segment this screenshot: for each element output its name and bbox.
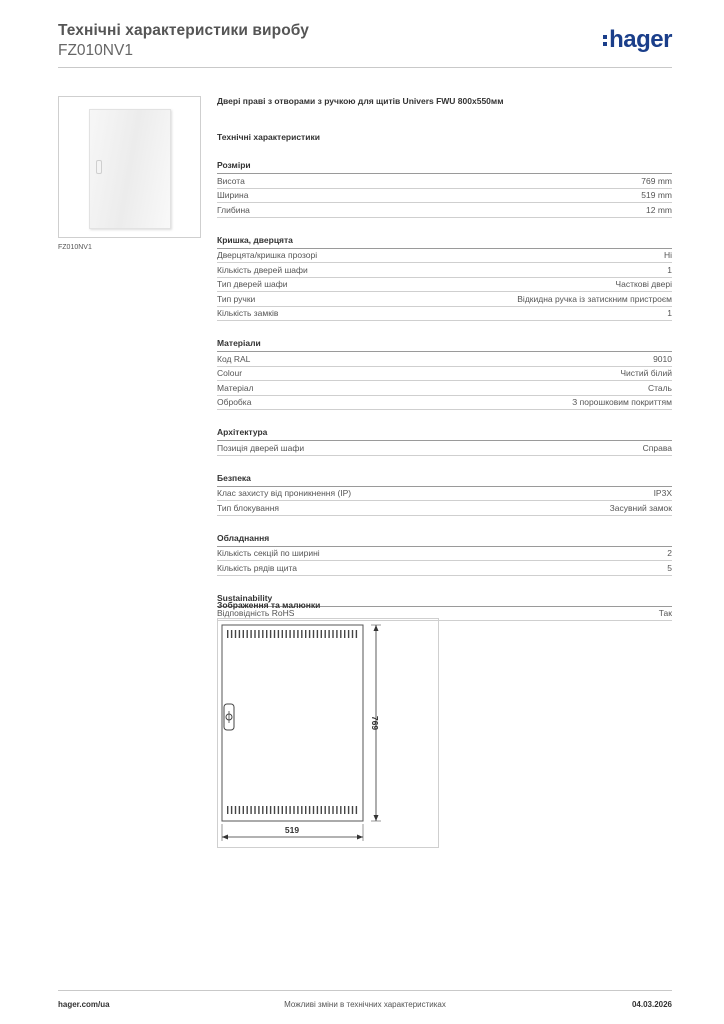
vent-slot <box>301 630 302 638</box>
spec-row <box>217 441 672 456</box>
vent-slot <box>243 806 244 814</box>
vent-slot <box>309 630 310 638</box>
vent-slot <box>262 630 263 638</box>
spec-value: 5 <box>667 562 672 573</box>
spec-label: Кількість замків <box>217 308 279 319</box>
spec-section <box>217 473 672 516</box>
spec-row <box>217 307 672 322</box>
spec-label: Кількість дверей шафи <box>217 264 308 275</box>
section-title: Sustainability <box>217 593 672 607</box>
vent-slot <box>278 806 279 814</box>
spec-value: 2 <box>667 548 672 559</box>
spec-row <box>217 396 672 411</box>
spec-label: Код RAL <box>217 353 251 364</box>
spec-label: Кількість секцій по ширині <box>217 548 320 559</box>
vent-slot <box>250 630 251 638</box>
height-label: 769 <box>370 715 380 731</box>
vent-slot <box>297 630 298 638</box>
vent-slot <box>344 806 345 814</box>
footer-website[interactable]: hager.com/ua <box>58 1000 110 1009</box>
vent-slot <box>289 806 290 814</box>
vent-slot <box>274 630 275 638</box>
product-name: Двері праві з отворами з ручкою для щитів Univers FWU 800x550мм <box>217 96 504 106</box>
spec-value: Справа <box>642 442 672 453</box>
spec-label: Клас захисту від проникнення (IP) <box>217 488 352 499</box>
vent-slot <box>325 630 326 638</box>
vent-slot <box>289 630 290 638</box>
vent-slot <box>258 806 259 814</box>
vent-slot <box>227 806 228 814</box>
spec-value: Часткові двері <box>615 279 672 290</box>
vent-slot <box>250 806 251 814</box>
arrow-down-icon <box>374 815 379 821</box>
spec-label: Висота <box>217 175 245 186</box>
spec-label: Дверцята/кришка прозорі <box>217 250 318 261</box>
spec-row <box>217 203 672 218</box>
spec-value: 769 mm <box>641 175 672 186</box>
vent-slot <box>340 806 341 814</box>
spec-row <box>217 352 672 367</box>
vent-slot <box>270 630 271 638</box>
spec-row <box>217 501 672 516</box>
spec-value: 12 mm <box>646 204 672 215</box>
vent-slot <box>356 630 357 638</box>
vent-slot <box>262 806 263 814</box>
spec-row <box>217 547 672 562</box>
spec-row <box>217 263 672 278</box>
section-title: Архітектура <box>217 427 672 441</box>
vent-slot <box>254 806 255 814</box>
vent-slot <box>313 806 314 814</box>
vent-slot <box>301 806 302 814</box>
spec-row <box>217 561 672 576</box>
vent-slot <box>328 806 329 814</box>
spec-value: Засувний замок <box>609 502 672 513</box>
vent-slot <box>227 630 228 638</box>
spec-value: IP3X <box>653 488 672 499</box>
spec-value: 9010 <box>653 353 672 364</box>
product-code: FZ010NV1 <box>58 42 133 59</box>
spec-label: Тип ручки <box>217 293 256 304</box>
hager-logo <box>603 26 672 54</box>
spec-value: Чистий білий <box>620 368 672 379</box>
images-title: Зображення та малюнки <box>217 600 321 610</box>
section-title: Розміри <box>217 160 672 174</box>
door-outline <box>222 625 363 821</box>
vent-slot <box>286 806 287 814</box>
vent-slot <box>247 630 248 638</box>
spec-section <box>217 427 672 456</box>
vent-slot <box>247 806 248 814</box>
spec-row <box>217 189 672 204</box>
arrow-left-icon <box>222 835 228 840</box>
thumbnail-caption: FZ010NV1 <box>58 244 92 251</box>
spec-section <box>217 533 672 576</box>
spec-row <box>217 278 672 293</box>
page-footer <box>58 990 672 1010</box>
vent-slot <box>344 630 345 638</box>
vent-slot <box>356 806 357 814</box>
vent-slot <box>231 630 232 638</box>
logo-text: hager <box>609 26 672 53</box>
vent-slot <box>274 806 275 814</box>
door-handle-icon <box>96 160 102 174</box>
document-title: Технічні характеристики виробу <box>58 22 309 39</box>
vent-slot <box>239 630 240 638</box>
vent-slot <box>325 806 326 814</box>
spec-label: Тип дверей шафи <box>217 279 288 290</box>
vent-slot <box>352 630 353 638</box>
spec-row <box>217 381 672 396</box>
vent-slot <box>293 806 294 814</box>
tech-specs-title: Технічні характеристики <box>217 132 320 142</box>
spec-row <box>217 487 672 502</box>
section-title: Обладнання <box>217 533 672 547</box>
spec-value: Ні <box>663 250 672 261</box>
vent-slot <box>309 806 310 814</box>
vent-slot <box>278 630 279 638</box>
vent-slot <box>321 806 322 814</box>
vent-slot <box>332 630 333 638</box>
vent-slot <box>321 630 322 638</box>
vent-slot <box>348 630 349 638</box>
vent-slot <box>328 630 329 638</box>
vent-slot <box>235 630 236 638</box>
arrow-up-icon <box>374 625 379 631</box>
footer-date: 04.03.2026 <box>631 1000 672 1009</box>
spec-value: 1 <box>667 264 672 275</box>
vent-slot <box>266 806 267 814</box>
spec-label: Глибина <box>217 204 250 215</box>
spec-row <box>217 174 672 189</box>
spec-sections <box>217 160 672 621</box>
spec-row <box>217 292 672 307</box>
vent-slot <box>258 630 259 638</box>
spec-label: Обробка <box>217 397 252 408</box>
vent-slot <box>336 630 337 638</box>
spec-value: 519 mm <box>641 190 672 201</box>
page-header <box>58 22 672 68</box>
logo-dots-icon <box>603 35 607 46</box>
spec-label: Відповідність RoHS <box>217 608 295 619</box>
footer-note: Можливі зміни в технічних характеристиках <box>284 1000 446 1009</box>
spec-label: Colour <box>217 368 243 379</box>
spec-row <box>217 367 672 382</box>
spec-label: Матеріал <box>217 382 254 393</box>
spec-section <box>217 235 672 322</box>
vent-slot <box>282 806 283 814</box>
vent-slot <box>282 630 283 638</box>
spec-value: 1 <box>667 308 672 319</box>
vent-slot <box>305 806 306 814</box>
spec-label: Кількість рядів щита <box>217 562 297 573</box>
vent-slot <box>352 806 353 814</box>
spec-label: Позиція дверей шафи <box>217 442 305 453</box>
spec-content <box>217 96 672 621</box>
vent-slot <box>340 630 341 638</box>
vent-slot <box>270 806 271 814</box>
vent-slot <box>348 806 349 814</box>
vent-slot <box>305 630 306 638</box>
vent-slot <box>332 806 333 814</box>
spec-value: Сталь <box>647 382 672 393</box>
width-label: 519 <box>284 825 300 835</box>
spec-value: З порошковим покриттям <box>572 397 672 408</box>
vent-slot <box>297 806 298 814</box>
section-title: Кришка, дверцята <box>217 235 672 249</box>
vent-slot <box>231 806 232 814</box>
vent-slot <box>266 630 267 638</box>
door-drawing-svg <box>218 619 438 847</box>
vent-slot <box>293 630 294 638</box>
vent-slot <box>313 630 314 638</box>
spec-value: Відкидна ручка із затискним пристроєм <box>517 293 672 304</box>
vent-slot <box>336 806 337 814</box>
vent-slot <box>286 630 287 638</box>
spec-row <box>217 249 672 264</box>
vent-slot <box>243 630 244 638</box>
section-title: Матеріали <box>217 338 672 352</box>
spec-section <box>217 160 672 218</box>
spec-value: Так <box>658 608 672 619</box>
product-thumbnail <box>58 96 201 238</box>
vent-slot <box>239 806 240 814</box>
vent-slot <box>235 806 236 814</box>
vent-slot <box>254 630 255 638</box>
vent-slot <box>317 630 318 638</box>
spec-label: Ширина <box>217 190 249 201</box>
door-image <box>89 109 171 229</box>
arrow-right-icon <box>357 835 363 840</box>
spec-section <box>217 338 672 410</box>
section-title: Безпека <box>217 473 672 487</box>
vent-slot <box>317 806 318 814</box>
technical-drawing <box>217 618 439 848</box>
spec-label: Тип блокування <box>217 502 280 513</box>
